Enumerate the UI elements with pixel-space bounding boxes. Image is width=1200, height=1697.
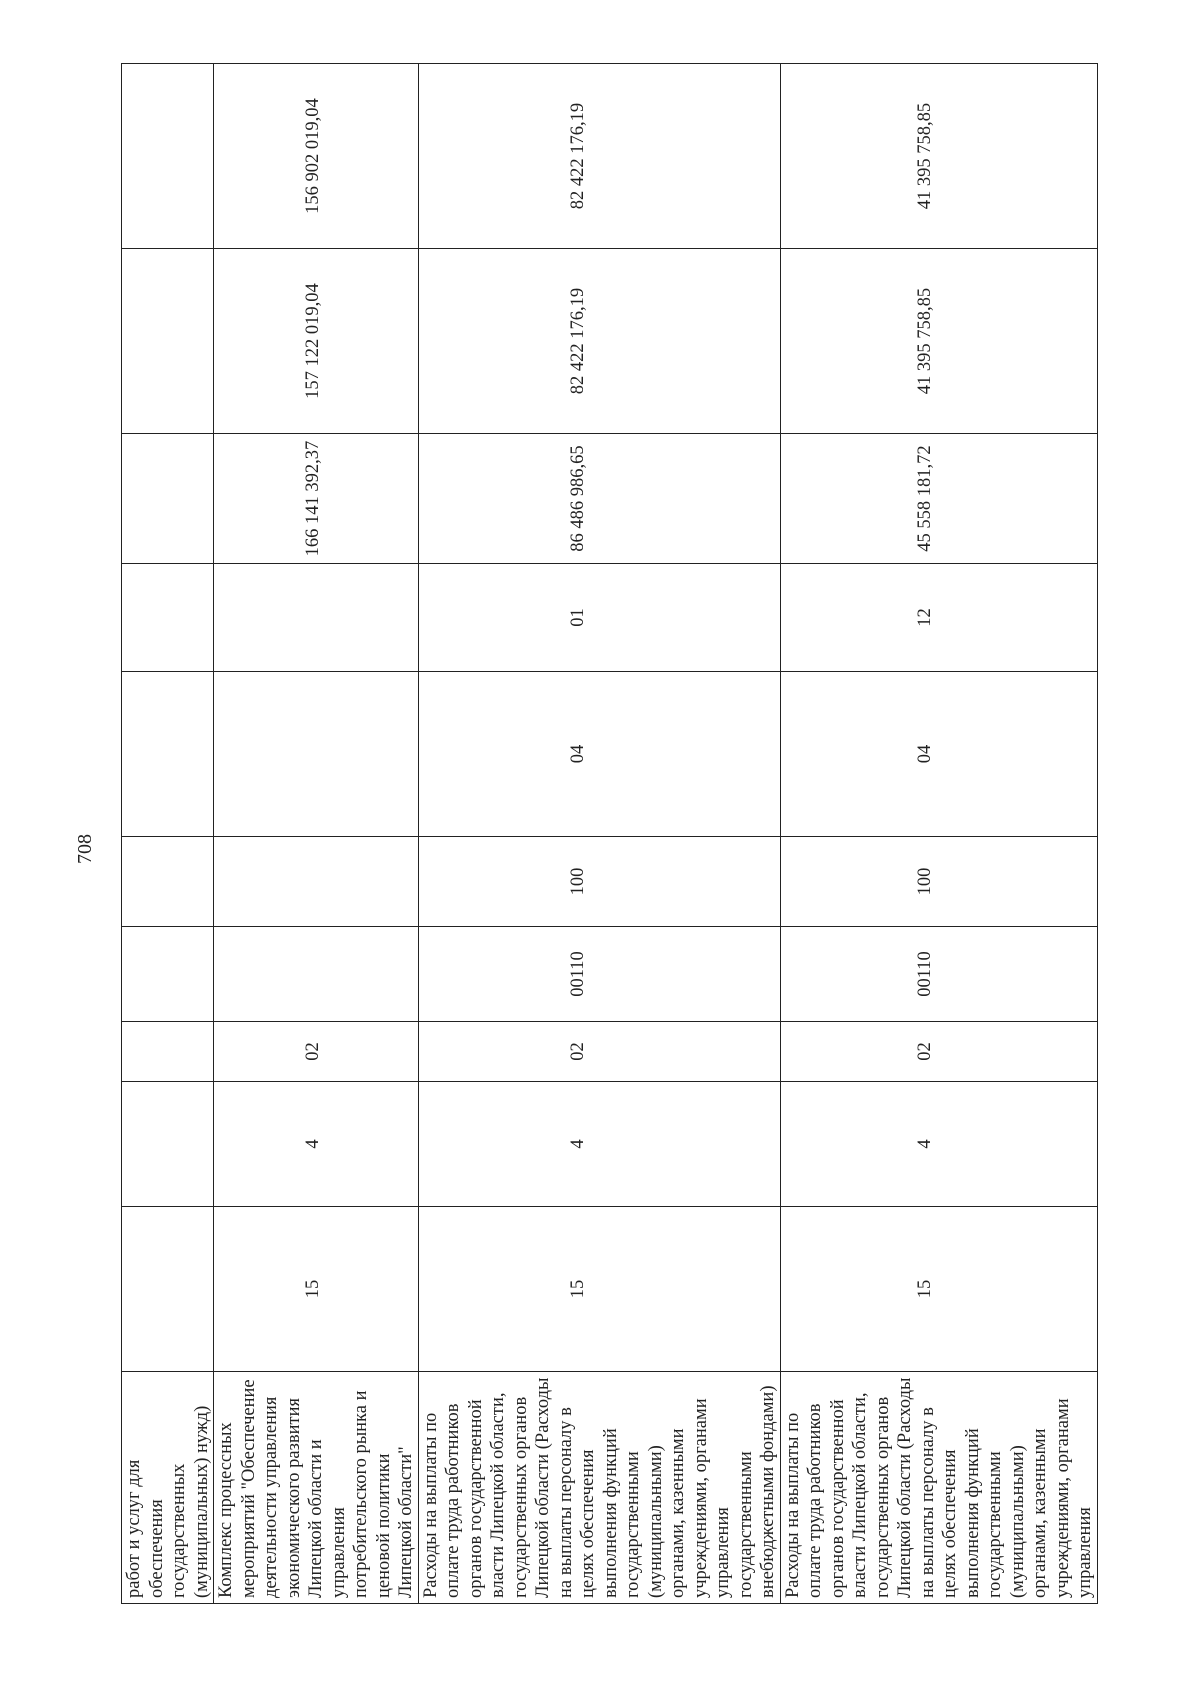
cell-code2 [214, 1022, 419, 1082]
cell-grbs [418, 1207, 780, 1372]
cell-sum-1-value: 86 486 986,65 [567, 445, 588, 552]
cell-code3 [122, 927, 214, 1022]
cell-rz [214, 672, 419, 837]
cell-grbs-value: 15 [914, 1279, 935, 1299]
row-description: работ и услуг для обеспечения государственных (муниципальных) нужд) [122, 1372, 214, 1604]
cell-sum-2 [418, 249, 780, 434]
row-description: Расходы на выплаты по оплате труда работников органов государственной власти Липецкой области, государственных органов Липецкой области (Расходы на выплаты персоналу в целях обеспечения выполнения функций государственными (муниципальными) органами, казенными учреждениями, органами управления [780, 1372, 1097, 1604]
cell-rz [418, 672, 780, 837]
cell-sum-2 [214, 249, 419, 434]
cell-rz [780, 672, 1097, 837]
cell-sum-1-value: 45 558 181,72 [914, 445, 935, 552]
cell-sum-3 [214, 64, 419, 249]
cell-code3 [214, 927, 419, 1022]
cell-code2 [780, 1022, 1097, 1082]
cell-pr [214, 564, 419, 672]
cell-sum-2 [780, 249, 1097, 434]
cell-sum-3-value: 156 902 019,04 [303, 98, 323, 214]
cell-code2 [418, 1022, 780, 1082]
cell-code3-value [214, 927, 302, 1021]
cell-vr-value: 100 [914, 867, 935, 896]
cell-sum-3 [418, 64, 780, 249]
cell-vr [122, 837, 214, 927]
cell-code2-value: 02 [567, 1042, 588, 1061]
cell-grbs [122, 1207, 214, 1372]
cell-vr [780, 837, 1097, 927]
cell-sum-3-value: 41 395 758,85 [914, 102, 935, 210]
row-description: Комплекс процессных мероприятий "Обеспечение деятельности управления экономического развития Липецкой области и управления потребительского рынка и ценовой политики Липецкой области" [214, 1372, 419, 1604]
cell-sum-3-value: 82 422 176,19 [567, 102, 588, 210]
cell-code3-value: 00110 [567, 951, 588, 997]
cell-code3 [780, 927, 1097, 1022]
cell-rz [122, 672, 214, 837]
cell-grbs [780, 1207, 1097, 1372]
cell-code2-value: 02 [914, 1042, 935, 1061]
cell-code3 [418, 927, 780, 1022]
cell-code1-value: 4 [914, 1139, 935, 1149]
cell-grbs [214, 1207, 419, 1372]
cell-code1 [122, 1082, 214, 1207]
cell-pr-value: 12 [914, 608, 935, 627]
cell-pr [418, 564, 780, 672]
cell-pr [780, 564, 1097, 672]
cell-code1-value: 4 [303, 1139, 323, 1149]
cell-sum-1 [122, 434, 214, 564]
cell-code2-value: 02 [303, 1042, 323, 1061]
table-row [122, 64, 214, 1604]
cell-pr-value [214, 564, 302, 671]
cell-grbs-value: 15 [303, 1279, 323, 1299]
cell-rz-value [214, 672, 302, 836]
cell-sum-2-value: 157 122 019,04 [303, 283, 323, 399]
cell-vr [214, 837, 419, 927]
table-row [418, 64, 780, 1604]
cell-vr [418, 837, 780, 927]
cell-sum-2-value: 41 395 758,85 [914, 287, 935, 395]
page-number: 708 [74, 834, 96, 864]
cell-rz-value: 04 [914, 744, 935, 764]
cell-sum-1-value: 166 141 392,37 [303, 440, 323, 557]
cell-code1 [780, 1082, 1097, 1207]
table-row [214, 64, 419, 1604]
cell-vr-value: 100 [567, 867, 588, 896]
cell-sum-3 [122, 64, 214, 249]
cell-sum-1 [214, 434, 419, 564]
cell-pr-value: 01 [567, 608, 588, 627]
budget-table [121, 63, 1098, 1604]
cell-pr [122, 564, 214, 672]
cell-sum-1 [780, 434, 1097, 564]
cell-code1 [418, 1082, 780, 1207]
cell-code3-value: 00110 [914, 951, 935, 997]
cell-sum-1 [418, 434, 780, 564]
cell-rz-value: 04 [567, 744, 588, 764]
cell-code1-value: 4 [567, 1139, 588, 1149]
cell-grbs-value: 15 [567, 1279, 588, 1299]
row-description: Расходы на выплаты по оплате труда работников органов государственной власти Липецкой области, государственных органов Липецкой области (Расходы на выплаты персоналу в целях обеспечения выполнения функций государственными (муниципальными) органами, казенными учреждениями, органами управления государственными внебюджетными фондами) [418, 1372, 780, 1604]
cell-sum-2-value: 82 422 176,19 [567, 287, 588, 395]
cell-sum-2 [122, 249, 214, 434]
cell-code2 [122, 1022, 214, 1082]
cell-code1 [214, 1082, 419, 1207]
cell-sum-3 [780, 64, 1097, 249]
cell-vr-value [214, 837, 302, 926]
table-row [780, 64, 1097, 1604]
